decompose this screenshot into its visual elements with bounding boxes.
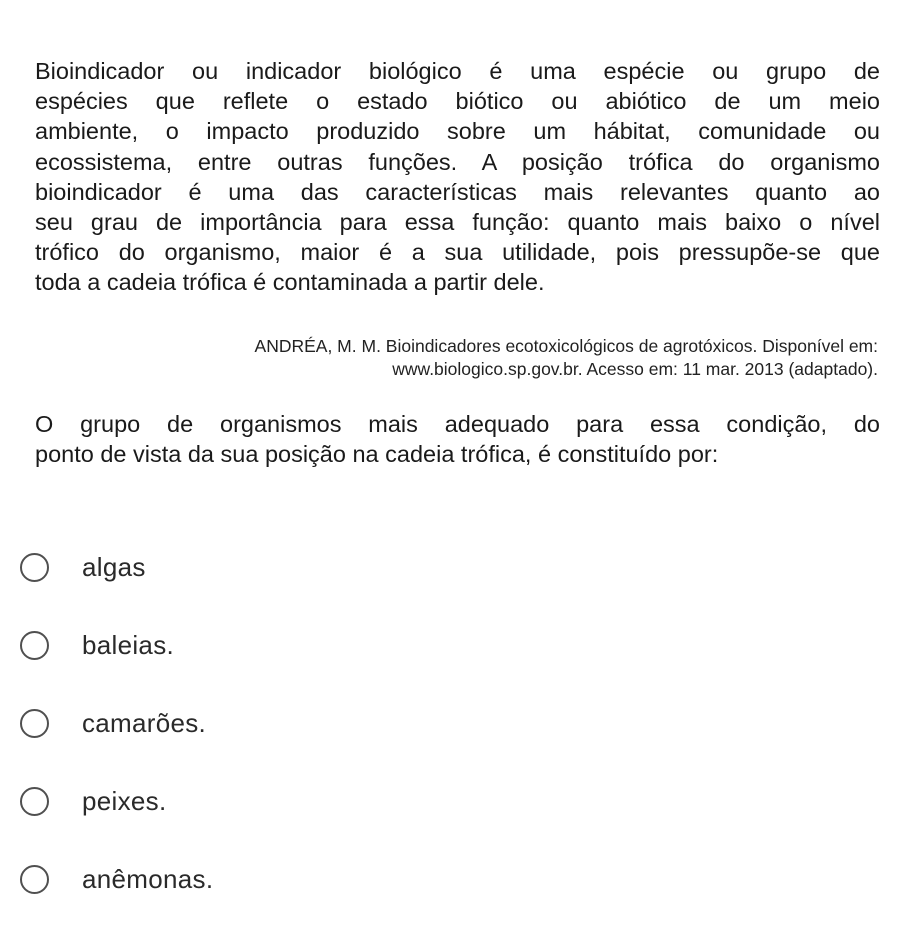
question-text-line: ambiente, o impacto produzido sobre um hábitat, comunidade ou	[35, 118, 880, 145]
option-label: camarões.	[82, 708, 207, 738]
citation-line: www.biologico.sp.gov.br. Acesso em: 11 mar. 2013 (adaptado).	[392, 358, 878, 379]
option-label: anêmonas.	[82, 864, 214, 894]
citation	[35, 335, 880, 381]
question-text	[35, 56, 880, 298]
option-camaroes[interactable]	[18, 704, 878, 743]
option-algas[interactable]	[18, 548, 878, 587]
radio-button-icon[interactable]	[20, 865, 49, 894]
answer-options	[18, 548, 878, 938]
option-peixes[interactable]	[18, 782, 878, 821]
radio-button-icon[interactable]	[20, 709, 49, 738]
option-label: baleias.	[82, 630, 175, 660]
option-label: peixes.	[82, 786, 167, 816]
question-text-line: ecossistema, entre outras funções. A posição trófica do organismo	[35, 148, 880, 175]
question-text-line: trófico do organismo, maior é a sua utilidade, pois pressupõe-se que	[35, 239, 880, 266]
option-label: algas	[82, 552, 146, 582]
prompt-line: ponto de vista da sua posição na cadeia trófica, é constituído por:	[35, 440, 719, 467]
question-text-line: seu grau de importância para essa função: quanto mais baixo o nível	[35, 209, 880, 236]
question-text-line: bioindicador é uma das características mais relevantes quanto ao	[35, 178, 880, 205]
radio-button-icon[interactable]	[20, 787, 49, 816]
radio-button-icon[interactable]	[20, 631, 49, 660]
citation-line: ANDRÉA, M. M. Bioindicadores ecotoxicológicos de agrotóxicos. Disponível em:	[254, 335, 878, 356]
question-container	[35, 56, 880, 469]
prompt-line: O grupo de organismos mais adequado para essa condição, do	[35, 410, 880, 437]
radio-button-icon[interactable]	[20, 553, 49, 582]
question-text-line: espécies que reflete o estado biótico ou abiótico de um meio	[35, 88, 880, 115]
option-baleias[interactable]	[18, 626, 878, 665]
option-anemonas[interactable]	[18, 860, 878, 899]
question-prompt	[35, 409, 880, 469]
question-text-line: Bioindicador ou indicador biológico é uma espécie ou grupo de	[35, 58, 880, 84]
question-text-line: toda a cadeia trófica é contaminada a partir dele.	[35, 269, 545, 296]
